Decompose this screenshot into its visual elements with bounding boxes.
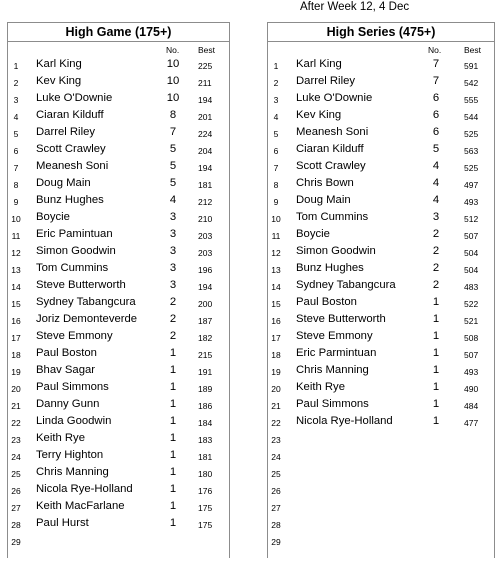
rank-number: 29	[11, 537, 21, 547]
rank-number: 26	[11, 486, 21, 496]
high-series-panel	[267, 22, 495, 558]
table-row	[8, 397, 229, 414]
best-score: 181	[198, 452, 213, 462]
best-score: 184	[198, 418, 213, 428]
bowler-name: Tom Cummins	[36, 262, 109, 274]
table-row	[268, 159, 494, 176]
count-value: 10	[166, 75, 180, 87]
count-value: 1	[169, 500, 177, 512]
rank-number: 5	[13, 129, 19, 139]
bowler-name: Danny Gunn	[36, 398, 100, 410]
best-score: 512	[464, 214, 479, 224]
table-row	[268, 346, 494, 363]
table-row	[8, 176, 229, 193]
table-row	[268, 176, 494, 193]
best-score: 504	[464, 265, 479, 275]
bowler-name: Chris Manning	[36, 466, 109, 478]
best-score: 224	[198, 129, 213, 139]
count-value: 2	[432, 245, 440, 257]
table-row	[8, 142, 229, 159]
table-row	[268, 57, 494, 74]
best-score: 504	[464, 248, 479, 258]
rank-number: 2	[273, 78, 279, 88]
best-score: 490	[464, 384, 479, 394]
count-value: 6	[432, 92, 440, 104]
count-value: 10	[166, 92, 180, 104]
table-row	[268, 465, 494, 482]
bowler-name: Doug Main	[36, 177, 91, 189]
bowler-name: Karl King	[296, 58, 342, 70]
count-value: 1	[169, 347, 177, 359]
rank-number: 21	[11, 401, 21, 411]
table-row	[268, 448, 494, 465]
table-row	[8, 499, 229, 516]
best-score: 183	[198, 435, 213, 445]
rank-number: 3	[273, 95, 279, 105]
rank-number: 2	[13, 78, 19, 88]
table-row	[268, 244, 494, 261]
best-score: 508	[464, 333, 479, 343]
best-score: 483	[464, 282, 479, 292]
best-score: 175	[198, 503, 213, 513]
rank-number: 15	[271, 299, 281, 309]
best-score: 203	[198, 248, 213, 258]
bowler-name: Simon Goodwin	[36, 245, 116, 257]
count-value: 1	[169, 432, 177, 444]
table-row	[8, 533, 229, 550]
count-value: 1	[432, 313, 440, 325]
rank-number: 11	[11, 231, 21, 241]
table-row	[8, 108, 229, 125]
bowler-name: Doug Main	[296, 194, 351, 206]
rank-number: 1	[13, 61, 19, 71]
table-row	[268, 499, 494, 516]
rank-number: 19	[11, 367, 21, 377]
count-value: 1	[432, 330, 440, 342]
high-game-column-headers	[8, 42, 229, 57]
count-value: 1	[432, 347, 440, 359]
count-value: 2	[432, 228, 440, 240]
rank-number: 29	[271, 537, 281, 547]
table-row	[268, 210, 494, 227]
count-value: 4	[169, 194, 177, 206]
high-series-title: High Series (475+)	[268, 22, 494, 42]
best-score: 182	[198, 333, 213, 343]
count-value: 7	[169, 126, 177, 138]
table-row	[268, 261, 494, 278]
column-header-no: No.	[166, 45, 180, 55]
count-value: 6	[432, 109, 440, 121]
rank-number: 22	[271, 418, 281, 428]
count-value: 4	[432, 194, 440, 206]
count-value: 1	[169, 398, 177, 410]
count-value: 5	[169, 160, 177, 172]
count-value: 2	[432, 279, 440, 291]
best-score: 210	[198, 214, 213, 224]
table-row	[268, 125, 494, 142]
table-row	[8, 261, 229, 278]
rank-number: 21	[271, 401, 281, 411]
table-row	[268, 380, 494, 397]
best-score: 194	[198, 163, 213, 173]
rank-number: 27	[271, 503, 281, 513]
best-score: 191	[198, 367, 213, 377]
best-score: 212	[198, 197, 213, 207]
count-value: 2	[169, 330, 177, 342]
count-value: 2	[432, 262, 440, 274]
bowler-name: Karl King	[36, 58, 82, 70]
rank-number: 24	[11, 452, 21, 462]
count-value: 4	[432, 177, 440, 189]
count-value: 8	[169, 109, 177, 121]
rank-number: 11	[271, 231, 281, 241]
rank-number: 23	[11, 435, 21, 445]
rank-number: 23	[271, 435, 281, 445]
best-score: 493	[464, 197, 479, 207]
rank-number: 1	[273, 61, 279, 71]
rank-number: 26	[271, 486, 281, 496]
best-score: 507	[464, 350, 479, 360]
table-row	[268, 193, 494, 210]
table-row	[8, 448, 229, 465]
table-row	[8, 74, 229, 91]
bowler-name: Linda Goodwin	[36, 415, 112, 427]
table-row	[268, 533, 494, 550]
table-row	[268, 312, 494, 329]
table-row	[8, 227, 229, 244]
table-row	[268, 329, 494, 346]
rank-number: 12	[271, 248, 281, 258]
rank-number: 20	[271, 384, 281, 394]
best-score: 194	[198, 95, 213, 105]
count-value: 3	[169, 211, 177, 223]
count-value: 1	[169, 483, 177, 495]
best-score: 201	[198, 112, 213, 122]
best-score: 187	[198, 316, 213, 326]
table-row	[268, 74, 494, 91]
best-score: 563	[464, 146, 479, 156]
count-value: 1	[169, 364, 177, 376]
rank-number: 10	[11, 214, 21, 224]
best-score: 194	[198, 282, 213, 292]
count-value: 3	[169, 262, 177, 274]
high-series-column-headers	[268, 42, 494, 57]
table-row	[8, 125, 229, 142]
table-row	[8, 278, 229, 295]
column-header-no: No.	[428, 45, 442, 55]
count-value: 4	[432, 160, 440, 172]
table-row	[8, 295, 229, 312]
bowler-name: Paul Simmons	[296, 398, 369, 410]
rank-number: 6	[273, 146, 279, 156]
high-game-panel	[7, 22, 230, 558]
best-score: 180	[198, 469, 213, 479]
bowler-name: Simon Goodwin	[296, 245, 376, 257]
best-score: 204	[198, 146, 213, 156]
bowler-name: Steve Emmony	[36, 330, 113, 342]
rank-number: 13	[271, 265, 281, 275]
best-score: 525	[464, 163, 479, 173]
column-header-best: Best	[464, 45, 482, 55]
rank-number: 8	[13, 180, 19, 190]
bowler-name: Bunz Hughes	[36, 194, 104, 206]
table-row	[268, 278, 494, 295]
table-row	[268, 397, 494, 414]
rank-number: 8	[273, 180, 279, 190]
rank-number: 22	[11, 418, 21, 428]
table-row	[268, 482, 494, 499]
rank-number: 12	[11, 248, 21, 258]
bowler-name: Sydney Tabangcura	[296, 279, 396, 291]
count-value: 1	[432, 398, 440, 410]
rank-number: 25	[271, 469, 281, 479]
bowler-name: Meanesh Soni	[296, 126, 369, 138]
bowler-name: Steve Butterworth	[36, 279, 126, 291]
rank-number: 14	[11, 282, 21, 292]
table-row	[8, 363, 229, 380]
best-score: 521	[464, 316, 479, 326]
table-row	[268, 295, 494, 312]
rank-number: 6	[13, 146, 19, 156]
best-score: 497	[464, 180, 479, 190]
bowler-name: Paul Hurst	[36, 517, 89, 529]
count-value: 1	[432, 415, 440, 427]
bowler-name: Chris Manning	[296, 364, 369, 376]
count-value: 5	[169, 177, 177, 189]
bowler-name: Paul Simmons	[36, 381, 109, 393]
bowler-name: Scott Crawley	[36, 143, 106, 155]
best-score: 493	[464, 367, 479, 377]
best-score: 555	[464, 95, 479, 105]
table-row	[8, 312, 229, 329]
high-game-title: High Game (175+)	[8, 22, 229, 42]
bowler-name: Meanesh Soni	[36, 160, 109, 172]
best-score: 186	[198, 401, 213, 411]
bowler-name: Chris Bown	[296, 177, 354, 189]
table-row	[268, 142, 494, 159]
best-score: 591	[464, 61, 479, 71]
table-row	[8, 431, 229, 448]
high-game-rows	[8, 57, 229, 550]
rank-number: 9	[273, 197, 279, 207]
rank-number: 18	[11, 350, 21, 360]
rank-number: 16	[11, 316, 21, 326]
bowler-name: Tom Cummins	[296, 211, 369, 223]
count-value: 1	[432, 364, 440, 376]
rank-number: 17	[271, 333, 281, 343]
rank-number: 25	[11, 469, 21, 479]
bowler-name: Ciaran Kilduff	[36, 109, 104, 121]
bowler-name: Keith Rye	[36, 432, 85, 444]
high-series-rows	[268, 57, 494, 550]
bowler-name: Nicola Rye-Holland	[296, 415, 393, 427]
table-row	[8, 482, 229, 499]
rank-number: 4	[273, 112, 279, 122]
rank-number: 10	[271, 214, 281, 224]
best-score: 542	[464, 78, 479, 88]
bowler-name: Nicola Rye-Holland	[36, 483, 133, 495]
rank-number: 7	[273, 163, 279, 173]
table-row	[8, 346, 229, 363]
rank-number: 13	[11, 265, 21, 275]
count-value: 3	[169, 228, 177, 240]
count-value: 7	[432, 75, 440, 87]
table-row	[8, 57, 229, 74]
bowler-name: Bunz Hughes	[296, 262, 364, 274]
bowler-name: Keith MacFarlane	[36, 500, 125, 512]
bowler-name: Bhav Sagar	[36, 364, 96, 376]
table-row	[268, 431, 494, 448]
best-score: 196	[198, 265, 213, 275]
bowler-name: Luke O'Downie	[296, 92, 373, 104]
table-row	[8, 193, 229, 210]
table-row	[8, 159, 229, 176]
rank-number: 14	[271, 282, 281, 292]
table-row	[268, 363, 494, 380]
bowler-name: Steve Emmony	[296, 330, 373, 342]
count-value: 10	[166, 58, 180, 70]
best-score: 181	[198, 180, 213, 190]
count-value: 7	[432, 58, 440, 70]
bowler-name: Kev King	[36, 75, 82, 87]
count-value: 1	[169, 415, 177, 427]
bowler-name: Eric Pamintuan	[36, 228, 113, 240]
count-value: 3	[169, 279, 177, 291]
best-score: 525	[464, 129, 479, 139]
count-value: 6	[432, 126, 440, 138]
best-score: 507	[464, 231, 479, 241]
rank-number: 17	[11, 333, 21, 343]
bowler-name: Luke O'Downie	[36, 92, 113, 104]
rank-number: 28	[271, 520, 281, 530]
count-value: 5	[169, 143, 177, 155]
rank-number: 7	[13, 163, 19, 173]
rank-number: 4	[13, 112, 19, 122]
bowler-name: Joriz Demonteverde	[36, 313, 138, 325]
rank-number: 18	[271, 350, 281, 360]
count-value: 3	[169, 245, 177, 257]
count-value: 2	[169, 313, 177, 325]
table-row	[8, 91, 229, 108]
bowler-name: Darrel Riley	[296, 75, 356, 87]
bowler-name: Kev King	[296, 109, 342, 121]
table-row	[8, 244, 229, 261]
bowler-name: Keith Rye	[296, 381, 345, 393]
rank-number: 19	[271, 367, 281, 377]
bowler-name: Scott Crawley	[296, 160, 366, 172]
best-score: 544	[464, 112, 479, 122]
bowler-name: Paul Boston	[36, 347, 97, 359]
best-score: 477	[464, 418, 479, 428]
table-row	[8, 414, 229, 431]
week-note: After Week 12, 4 Dec	[300, 1, 410, 13]
table-row	[8, 465, 229, 482]
bowler-name: Eric Parmintuan	[296, 347, 377, 359]
best-score: 175	[198, 520, 213, 530]
table-row	[268, 227, 494, 244]
table-row	[268, 108, 494, 125]
best-score: 225	[198, 61, 213, 71]
rank-number: 5	[273, 129, 279, 139]
best-score: 203	[198, 231, 213, 241]
best-score: 484	[464, 401, 479, 411]
table-row	[8, 210, 229, 227]
table-row	[8, 329, 229, 346]
table-row	[8, 380, 229, 397]
bowler-name: Sydney Tabangcura	[36, 296, 136, 308]
table-row	[8, 516, 229, 533]
count-value: 1	[169, 466, 177, 478]
rank-number: 3	[13, 95, 19, 105]
rank-number: 24	[271, 452, 281, 462]
rank-number: 27	[11, 503, 21, 513]
count-value: 1	[169, 517, 177, 529]
bowler-name: Ciaran Kilduff	[296, 143, 364, 155]
best-score: 189	[198, 384, 213, 394]
table-row	[268, 91, 494, 108]
bowler-name: Steve Butterworth	[296, 313, 386, 325]
best-score: 211	[198, 78, 212, 88]
bowler-name: Darrel Riley	[36, 126, 96, 138]
bowler-name: Boycie	[36, 211, 70, 223]
count-value: 1	[169, 449, 177, 461]
bowler-name: Paul Boston	[296, 296, 357, 308]
best-score: 200	[198, 299, 213, 309]
count-value: 3	[432, 211, 440, 223]
count-value: 1	[432, 296, 440, 308]
rank-number: 16	[271, 316, 281, 326]
count-value: 1	[432, 381, 440, 393]
rank-number: 9	[13, 197, 19, 207]
column-header-best: Best	[198, 45, 216, 55]
count-value: 2	[169, 296, 177, 308]
rank-number: 28	[11, 520, 21, 530]
rank-number: 20	[11, 384, 21, 394]
best-score: 215	[198, 350, 213, 360]
table-row	[268, 516, 494, 533]
best-score: 176	[198, 486, 213, 496]
table-row	[268, 414, 494, 431]
count-value: 5	[432, 143, 440, 155]
rank-number: 15	[11, 299, 21, 309]
count-value: 1	[169, 381, 177, 393]
bowler-name: Boycie	[296, 228, 330, 240]
best-score: 522	[464, 299, 479, 309]
bowler-name: Terry Highton	[36, 449, 104, 461]
